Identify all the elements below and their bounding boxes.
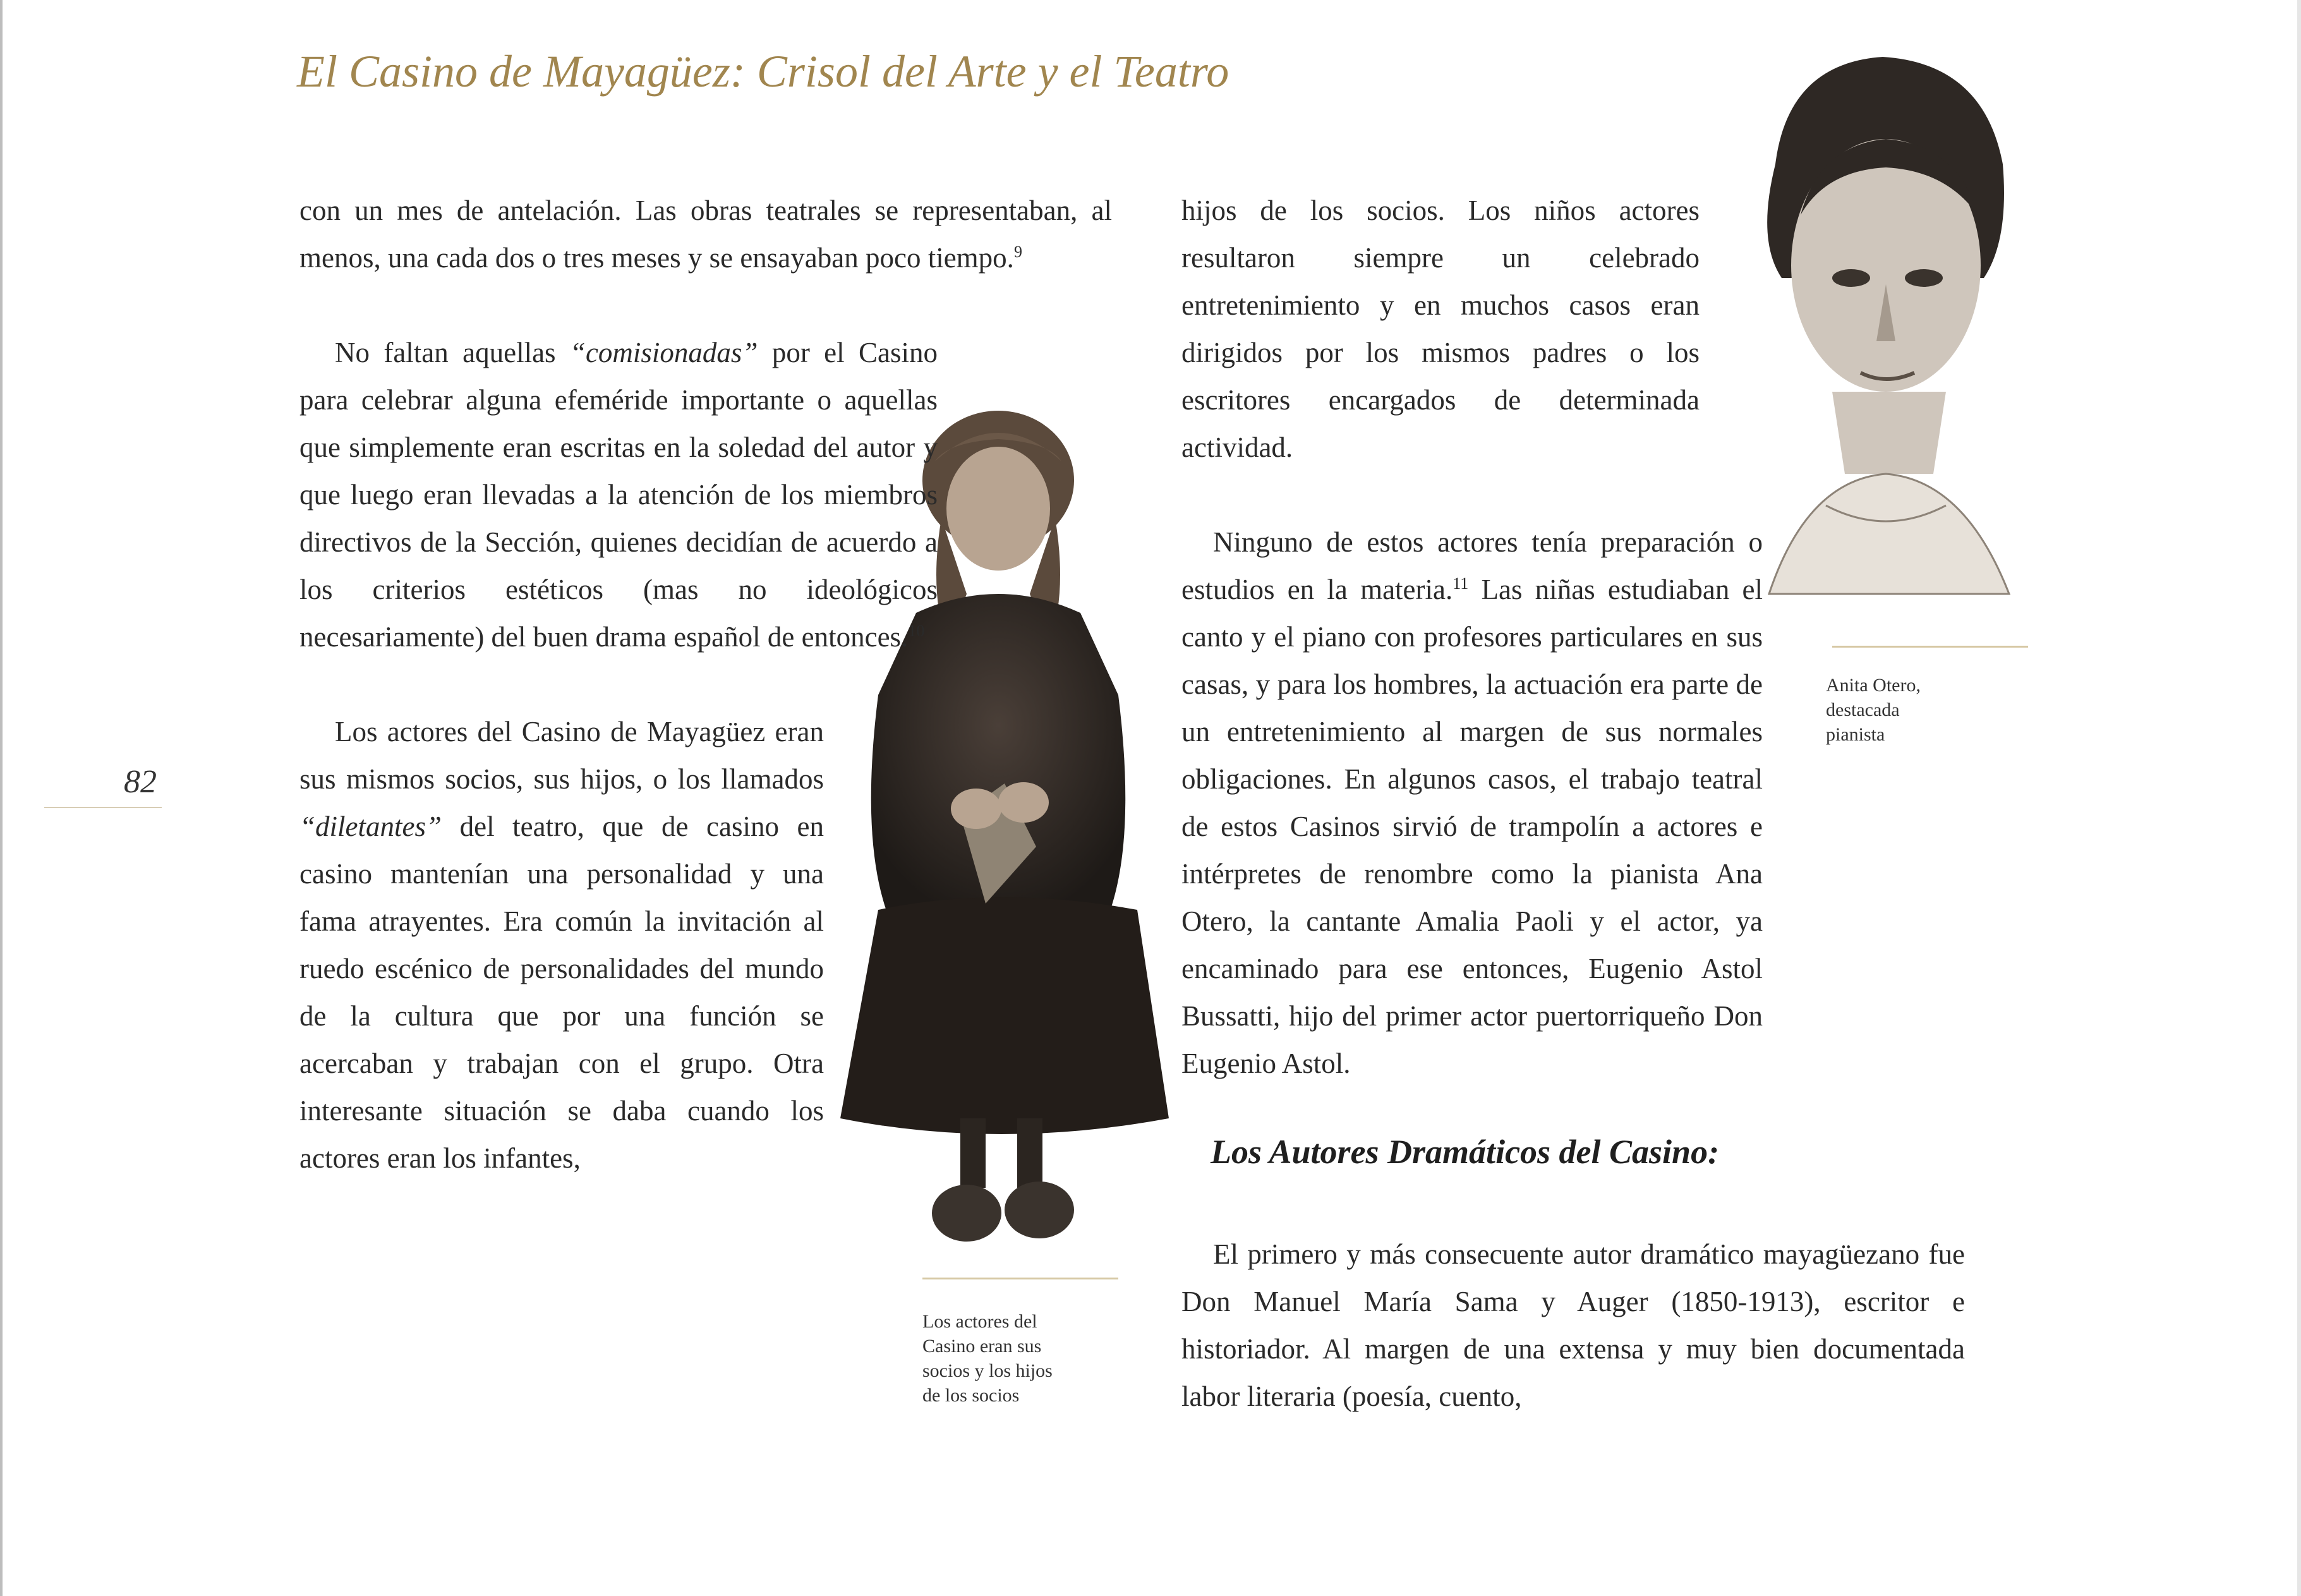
caption-line: destacada: [1826, 699, 1900, 720]
caption-line: Anita Otero,: [1826, 675, 1921, 696]
emphasis-text: “comisionadas”: [569, 337, 758, 368]
left-text-column: [299, 187, 1112, 1182]
page-edge-right: [2297, 0, 2301, 1596]
paragraph-text: Las niñas estudiaban el canto y el piano con profesores particulares en sus casas, y para los hombres, la actuación era parte de un entretenimiento al margen de sus normales obligaciones. En algunos casos, el trabajo teatral de estos Casinos sirvió de trampolín a actores e intérpretes de renombre como la pianista Ana Otero, la cantante Amalia Paoli y el actor, ya encaminado para ese entonces, Eugenio Astol Bussatti, hijo del primer actor puertorriqueño Don Eugenio Astol.: [1181, 574, 1763, 1079]
section-heading: Los Autores Dramáticos del Casino:: [1211, 1133, 1720, 1171]
paragraph: [299, 329, 938, 661]
paragraph: [1181, 519, 1763, 1087]
paragraph-text: del teatro, que de casino en casino mantenían una personalidad y una fama atrayentes. Era común la invitación al ruedo escénico de personalidades del mundo de la cultura que por una función se acercaban y trabajan con el grupo. Otra interesante situación se daba cuando los actores eran los infantes,: [299, 811, 824, 1174]
caption-line: Casino eran sus: [922, 1336, 1042, 1357]
caption-line: de los socios: [922, 1385, 1020, 1406]
anita-caption-rule: [1832, 646, 2028, 648]
page-number-rule: [44, 807, 162, 808]
paragraph-text: Ninguno de estos actores tenía preparación o estudios en la materia.: [1181, 526, 1763, 605]
footnote-ref: 11: [1452, 574, 1469, 593]
caption-line: Los actores del: [922, 1311, 1037, 1332]
child-caption-rule: [922, 1278, 1118, 1279]
child-photo-caption: [922, 1309, 1053, 1408]
paragraph-text: Los actores del Casino de Mayagüez eran sus mismos socios, sus hijos, o los llamados: [299, 716, 824, 795]
footnote-ref: 10: [908, 622, 925, 640]
paragraph-text: No faltan aquellas: [335, 337, 570, 368]
footnote-ref: 9: [1013, 243, 1022, 261]
page-number: 82: [124, 764, 157, 800]
paragraph-text: por el Casino para celebrar alguna efeméride importante o aquellas que simplemente eran escritas en la soledad del autor y que luego eran llevadas a la atención de los miembros directivos de la Sección, quienes decidían de acuerdo a los criterios estéticos (mas no ideológicos necesariamente) del buen drama español de entonces.: [299, 337, 938, 653]
anita-photo-caption: [1826, 673, 1921, 747]
running-header-title: El Casino de Mayagüez: Crisol del Arte y el Teatro: [297, 46, 1229, 97]
right-text-column: [1181, 187, 1965, 1087]
paragraph-text: con un mes de antelación. Las obras teatrales se representaban, al menos, una cada dos o tres meses y se ensayaban poco tiempo.: [299, 195, 1112, 274]
paragraph: hijos de los socios. Los niños actores resultaron siempre un celebrado entretenimiento y en muchos casos eran dirigidos por los mismos padres o los escritores encargados de determinada actividad.: [1181, 195, 1700, 463]
paragraph: El primero y más consecuente autor dramático mayagüezano fue Don Manuel María Sama y Auger (1850-1913), escritor e historiador. Al margen de una extensa y muy bien documentada labor literaria (poesía, cuento,: [1181, 1238, 1965, 1412]
caption-line: socios y los hijos: [922, 1360, 1053, 1381]
right-text-column-lower: [1181, 1231, 1965, 1420]
emphasis-text: “diletantes”: [299, 811, 442, 842]
page-edge-left: [0, 0, 3, 1596]
paragraph: [299, 708, 824, 1182]
caption-line: pianista: [1826, 724, 1885, 745]
paragraph: [299, 187, 1112, 282]
